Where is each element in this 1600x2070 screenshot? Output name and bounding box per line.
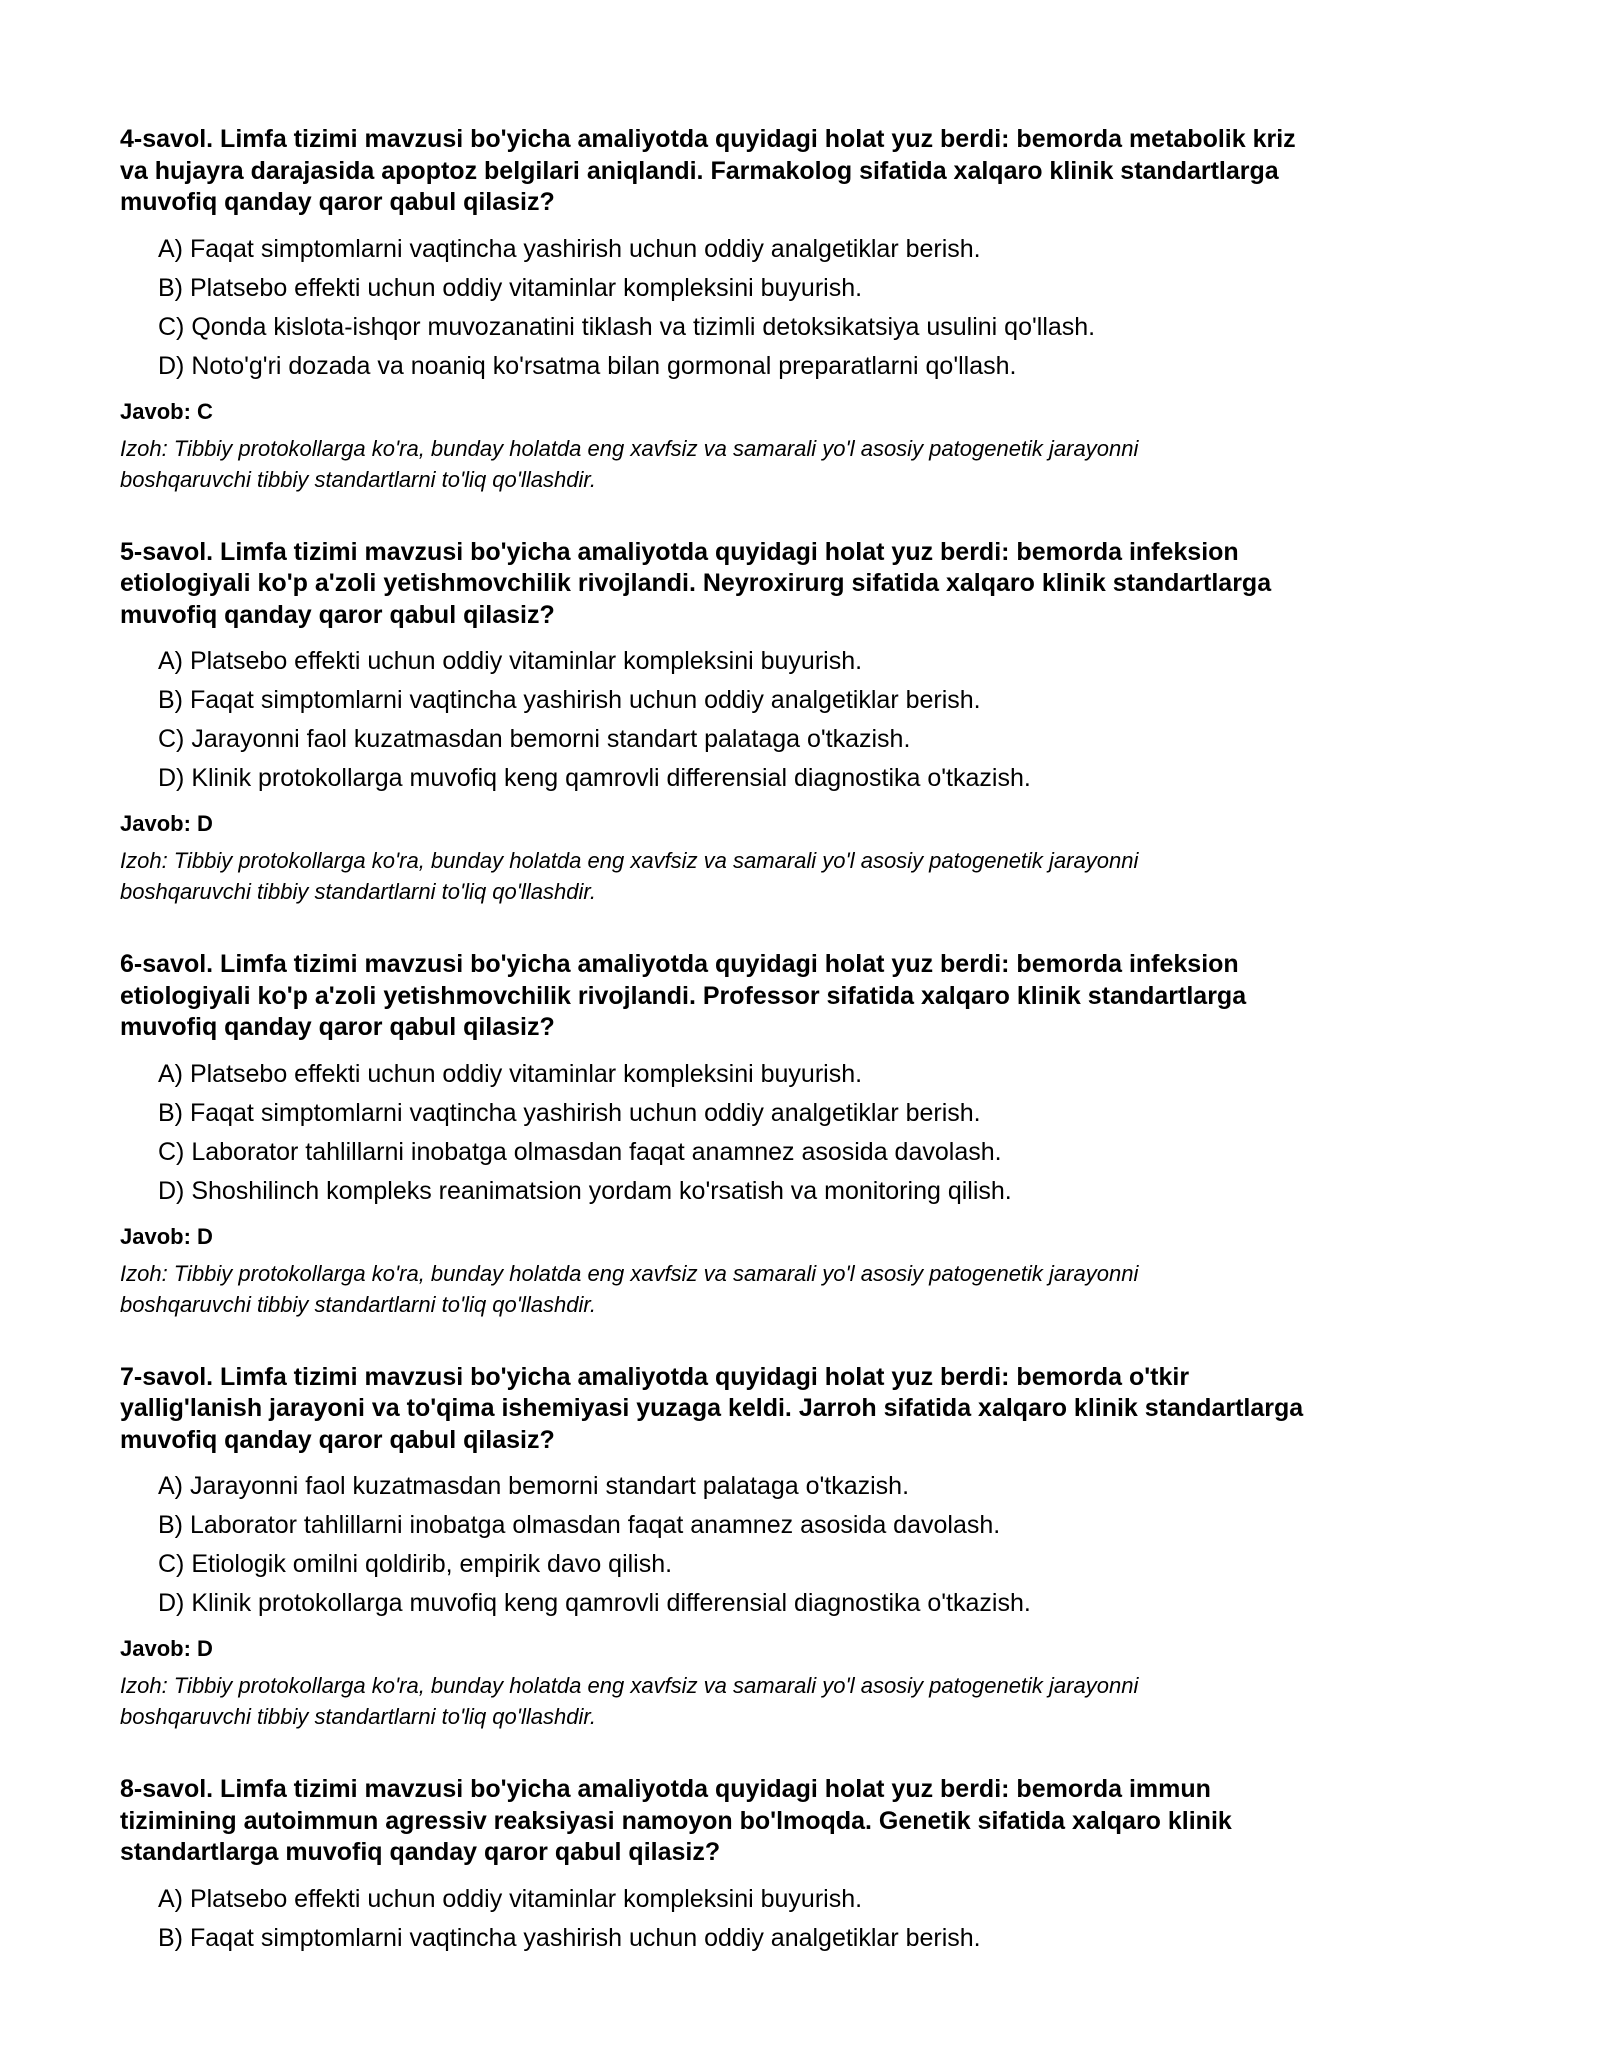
option-b: B) Faqat simptomlarni vaqtincha yashirish uchun oddiy analgetiklar berish. — [158, 686, 981, 714]
question-6 — [120, 949, 1500, 1320]
question-title: 8-savol. Limfa tizimi mavzusi bo'yicha amaliyotda quyidagi holat yuz berdi: bemorda immun tizimining autoimmun agressiv reaksiyasi namoyon bo'lmoqda. Genetik sifatida xalqaro klinik standartlarga muvofiq qanday qaror qabul qilasiz? — [120, 1775, 1232, 1866]
question-title: 7-savol. Limfa tizimi mavzusi bo'yicha amaliyotda quyidagi holat yuz berdi: bemorda o'tkir yallig'lanish jarayoni va to'qima ishemiyasi yuzaga keldi. Jarroh sifatida xalqaro klinik standartlarga muvofiq qanday qaror qabul qilasiz? — [120, 1362, 1304, 1454]
option-a: A) Platsebo effekti uchun oddiy vitaminlar kompleksini buyurish. — [158, 1884, 863, 1913]
option-a: A) Faqat simptomlarni vaqtincha yashirish uchun oddiy analgetiklar berish. — [158, 234, 981, 263]
option-a: A) Jarayonni faol kuzatmasdan bemorni standart palataga o'tkazish. — [158, 1472, 910, 1500]
option-d: D) Shoshilinch kompleks reanimatsion yordam ko'rsatish va monitoring qilish. — [158, 1176, 1012, 1205]
question-title: 5-savol. Limfa tizimi mavzusi bo'yicha amaliyotda quyidagi holat yuz berdi: bemorda infeksion etiologiyali ko'p a'zoli yetishmovchilik rivojlandi. Neyroxirurg sifatida xalqaro klinik standartlarga muvofiq qanday qaror qabul qilasiz? — [120, 537, 1272, 629]
option-b: B) Laborator tahlillarni inobatga olmasdan faqat anamnez asosida davolash. — [158, 1511, 1001, 1539]
option-b: B) Faqat simptomlarni vaqtincha yashirish uchun oddiy analgetiklar berish. — [158, 1923, 981, 1952]
answer-label: Javob: D — [120, 1223, 213, 1249]
option-d: D) Klinik protokollarga muvofiq keng qamrovli differensial diagnostika o'tkazish. — [158, 764, 1031, 792]
option-a: A) Platsebo effekti uchun oddiy vitaminlar kompleksini buyurish. — [158, 1059, 863, 1088]
explanation-note: Izoh: Tibbiy protokollarga ko'ra, bunday holatda eng xavfsiz va samarali yo'l asosiy patogenetik jarayonni boshqaruvchi tibbiy standartlarni to'liq qo'llashdir. — [120, 1673, 1139, 1729]
question-title: 4-savol. Limfa tizimi mavzusi bo'yicha amaliyotda quyidagi holat yuz berdi: bemorda metabolik kriz va hujayra darajasida apoptoz belgilari aniqlandi. Farmakolog sifatida xalqaro klinik standartlarga muvofiq qanday qaror qabul qilasiz? — [120, 125, 1296, 216]
question-5 — [120, 537, 1500, 908]
answer-label: Javob: D — [120, 811, 213, 836]
option-list — [120, 1880, 1500, 1958]
option-b: B) Platsebo effekti uchun oddiy vitaminlar kompleksini buyurish. — [158, 273, 863, 302]
document-page — [120, 124, 1500, 2000]
option-a: A) Platsebo effekti uchun oddiy vitaminlar kompleksini buyurish. — [158, 647, 863, 675]
option-d: D) Klinik protokollarga muvofiq keng qamrovli differensial diagnostika o'tkazish. — [158, 1589, 1031, 1617]
option-list — [120, 642, 1500, 798]
option-d: D) Noto'g'ri dozada va noaniq ko'rsatma bilan gormonal preparatlarni qo'llash. — [158, 351, 1017, 380]
option-c: C) Qonda kislota-ishqor muvozanatini tiklash va tizimli detoksikatsiya usulini qo'llash. — [158, 312, 1096, 341]
explanation-note: Izoh: Tibbiy protokollarga ko'ra, bunday holatda eng xavfsiz va samarali yo'l asosiy patogenetik jarayonni boshqaruvchi tibbiy standartlarni to'liq qo'llashdir. — [120, 848, 1139, 904]
option-list — [120, 230, 1500, 386]
option-c: C) Etiologik omilni qoldirib, empirik davo qilish. — [158, 1550, 673, 1578]
question-8 — [120, 1774, 1500, 1958]
option-c: C) Laborator tahlillarni inobatga olmasdan faqat anamnez asosida davolash. — [158, 1137, 1002, 1166]
question-7 — [120, 1362, 1500, 1733]
answer-label: Javob: D — [120, 1636, 213, 1661]
option-list — [120, 1467, 1500, 1623]
option-b: B) Faqat simptomlarni vaqtincha yashirish uchun oddiy analgetiklar berish. — [158, 1098, 981, 1127]
answer-label: Javob: C — [120, 398, 213, 424]
option-c: C) Jarayonni faol kuzatmasdan bemorni standart palataga o'tkazish. — [158, 725, 911, 753]
question-title: 6-savol. Limfa tizimi mavzusi bo'yicha amaliyotda quyidagi holat yuz berdi: bemorda infeksion etiologiyali ko'p a'zoli yetishmovchilik rivojlandi. Professor sifatida xalqaro klinik standartlarga muvofiq qanday qaror qabul qilasiz? — [120, 950, 1247, 1041]
explanation-note: Izoh: Tibbiy protokollarga ko'ra, bunday holatda eng xavfsiz va samarali yo'l asosiy patogenetik jarayonni boshqaruvchi tibbiy standartlarni to'liq qo'llashdir. — [120, 435, 1139, 492]
question-4 — [120, 124, 1500, 495]
explanation-note: Izoh: Tibbiy protokollarga ko'ra, bunday holatda eng xavfsiz va samarali yo'l asosiy patogenetik jarayonni boshqaruvchi tibbiy standartlarni to'liq qo'llashdir. — [120, 1260, 1139, 1317]
option-list — [120, 1055, 1500, 1211]
